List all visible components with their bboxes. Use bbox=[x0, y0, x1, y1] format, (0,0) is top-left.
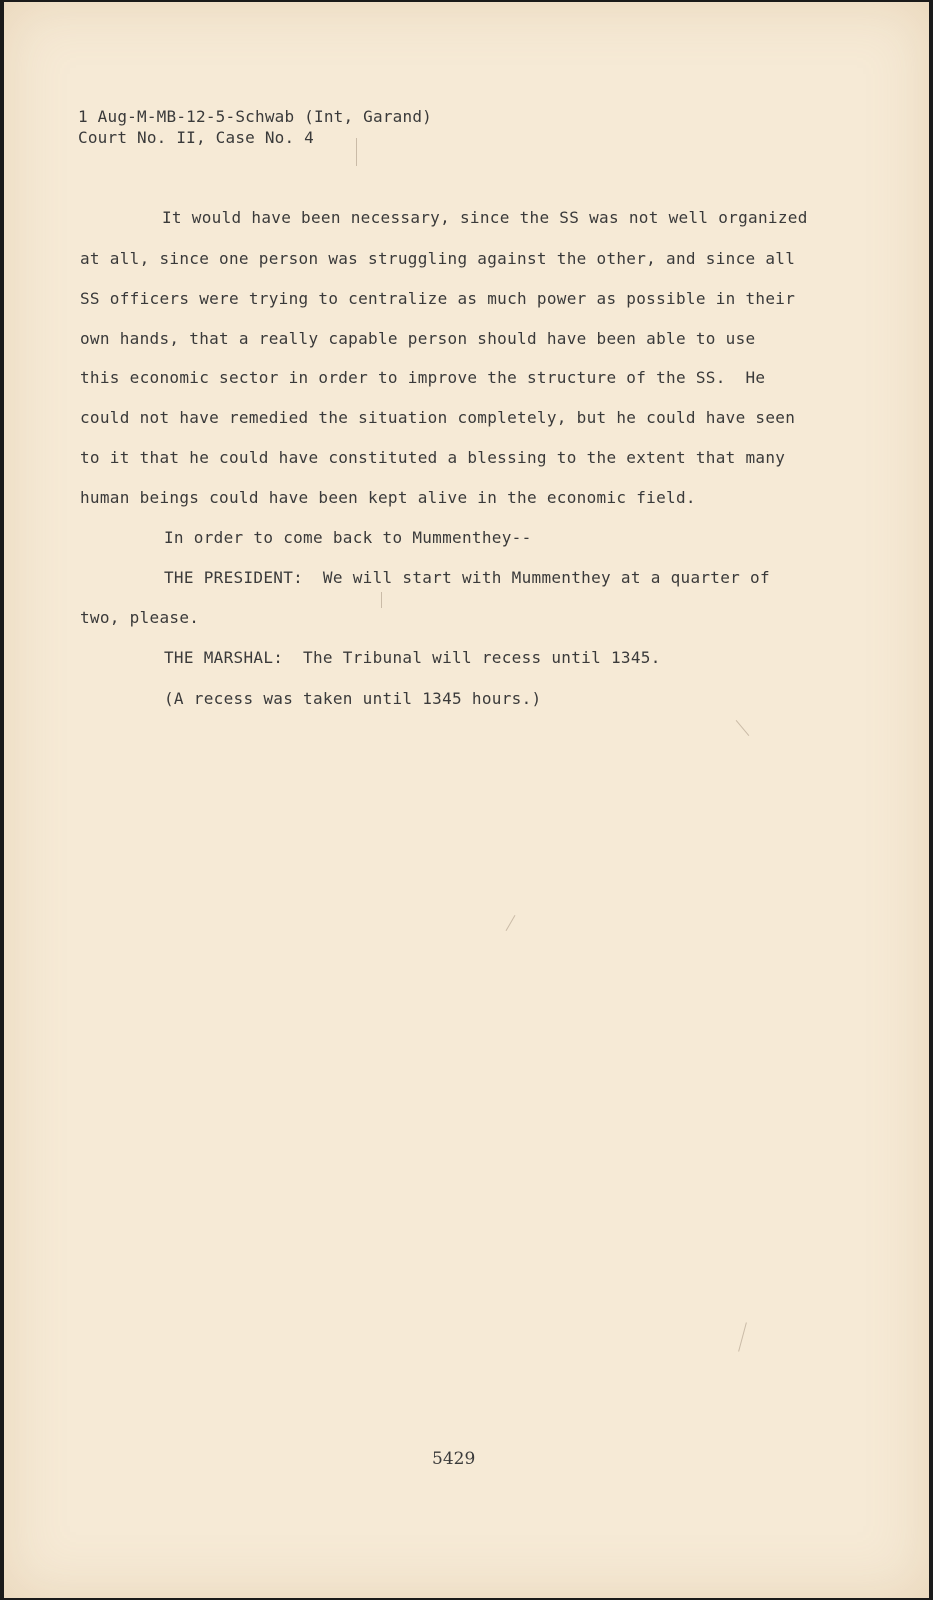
body-line-10: THE PRESIDENT: We will start with Mummenthey at a quarter of bbox=[164, 568, 770, 587]
body-line-3: SS officers were trying to centralize as much power as possible in their bbox=[80, 289, 796, 308]
header-line-1: 1 Aug-M-MB-12-5-Schwab (Int, Garand) bbox=[78, 107, 432, 126]
body-line-2: at all, since one person was struggling against the other, and since all bbox=[80, 249, 796, 268]
header-line-2: Court No. II, Case No. 4 bbox=[78, 128, 314, 147]
document-header bbox=[78, 106, 432, 148]
body-line-12: THE MARSHAL: The Tribunal will recess until 1345. bbox=[164, 648, 661, 667]
body-line-9: In order to come back to Mummenthey-- bbox=[164, 528, 532, 547]
body-line-11: two, please. bbox=[80, 608, 200, 627]
body-line-1: It would have been necessary, since the SS was not well organized bbox=[162, 208, 808, 227]
body-line-13: (A recess was taken until 1345 hours.) bbox=[164, 689, 542, 708]
paper-mark bbox=[356, 138, 357, 166]
paper-mark bbox=[736, 720, 750, 736]
paper-mark bbox=[381, 592, 382, 608]
body-line-8: human beings could have been kept alive in the economic field. bbox=[80, 488, 696, 507]
page-number: 5429 bbox=[432, 1449, 476, 1469]
document-page bbox=[4, 2, 929, 1598]
body-line-4: own hands, that a really capable person should have been able to use bbox=[80, 329, 756, 348]
body-line-5: this economic sector in order to improve the structure of the SS. He bbox=[80, 368, 766, 387]
body-line-7: to it that he could have constituted a blessing to the extent that many bbox=[80, 448, 786, 467]
paper-mark bbox=[738, 1322, 747, 1351]
paper-mark bbox=[506, 915, 516, 931]
body-line-6: could not have remedied the situation completely, but he could have seen bbox=[80, 408, 796, 427]
